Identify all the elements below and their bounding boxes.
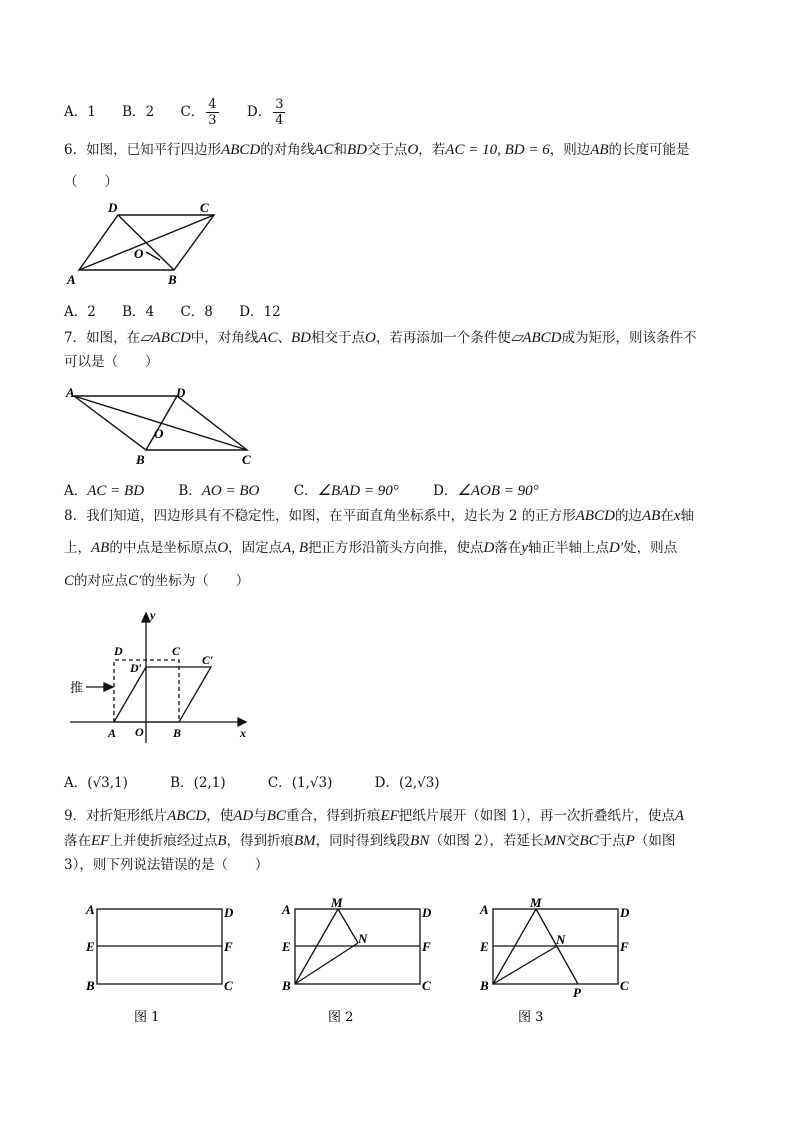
q6-stem: 6．如图，已知平行四边形ABCD的对角线AC和BD交于点O，若AC = 10, BD = 6，则边AB的长度可能是	[64, 142, 690, 158]
q8-label-a: A	[108, 726, 117, 740]
q6-diagonal-bd	[118, 215, 174, 270]
q9-figure-1	[80, 895, 250, 1030]
q9-fig3-label-n: N	[556, 932, 566, 947]
q6-label-o: O	[134, 246, 144, 261]
q8-y-arrow-icon	[142, 613, 150, 622]
q9-fig1-label-f: F	[224, 939, 233, 954]
q8-label-y: y	[150, 608, 156, 622]
q5-options	[64, 97, 287, 128]
q8-option-c[interactable]: C．(1,√3)	[267, 775, 333, 791]
q8-x-arrow-icon	[238, 718, 246, 726]
q9-fig3-label-p: P	[573, 985, 581, 1000]
q7-diagonal-bd	[146, 396, 177, 450]
q9-fig3-label-d: D	[620, 905, 630, 920]
q7-option-a[interactable]: A．AC = BD	[64, 483, 145, 499]
q8-stem-line1: 8．我们知道，四边形具有不稳定性，如图，在平面直角坐标系中，边长为 2 的正方形ABCD的边AB在x轴	[64, 508, 694, 524]
q8-stem-line3: C的对应点C′的坐标为（ ）	[64, 573, 250, 589]
q6-label-a: A	[67, 272, 76, 287]
q9-fig1-label-a: A	[86, 902, 95, 917]
q9-fig2-segment-mn	[338, 909, 358, 943]
q7-option-b[interactable]: B．AO = BO	[178, 483, 260, 499]
q6-option-c[interactable]: C．8	[180, 304, 213, 320]
q6-label-d: D	[108, 200, 118, 215]
q7-diagonal-ac	[74, 396, 247, 450]
fraction-4-3: $\frac{4}{3}$	[208, 97, 217, 128]
q8-label-c-prime: C′	[202, 653, 214, 667]
q6-option-b[interactable]: B．4	[122, 304, 155, 320]
q9-fig1-label-d: D	[224, 905, 234, 920]
q5-option-d[interactable]: D． $\frac{3}{4}$	[246, 97, 284, 128]
q9-fig3-label-c: C	[620, 978, 629, 993]
q9-fig2-label-b: B	[282, 978, 291, 993]
q8-stem-line2: 上，AB的中点是坐标原点O，固定点A, B把正方形沿箭头方向推，使点D落在y轴正半轴上点D′处，则点	[64, 540, 678, 556]
q7-options	[64, 481, 539, 501]
q7-stem-line2: 可以是（ ）	[64, 354, 159, 370]
q7-label-c: C	[242, 452, 251, 467]
q9-figure-3	[476, 895, 646, 1030]
q5-option-b[interactable]: B．2	[122, 104, 155, 120]
q8-label-d-prime: D′	[130, 661, 143, 675]
q9-fig2-label-c: C	[422, 978, 431, 993]
q9-fig2-segment-bn	[295, 943, 358, 984]
fraction-3-4: $\frac{3}{4}$	[275, 97, 284, 128]
q9-fig3-caption: 图 3	[518, 1010, 544, 1025]
q9-fig1-caption: 图 1	[134, 1010, 160, 1025]
q9-fig3-label-b: B	[480, 978, 489, 993]
q7-option-c[interactable]: C．∠BAD = 90°	[293, 483, 399, 499]
q7-option-d[interactable]: D．∠AOB = 90°	[433, 483, 539, 499]
q6-label-c: C	[200, 200, 209, 215]
q7-figure	[64, 385, 264, 467]
q8-figure	[64, 605, 264, 745]
q9-fig1-label-e: E	[86, 939, 95, 954]
q9-fig3-label-e: E	[480, 939, 489, 954]
q6-figure	[64, 200, 234, 292]
q9-stem-line3: 3），则下列说法错误的是（ ）	[64, 857, 269, 873]
q9-fig2-label-f: F	[422, 939, 431, 954]
q8-label-c: C	[172, 644, 181, 658]
q8-label-x: x	[240, 726, 246, 740]
q9-fig2-label-a: A	[282, 902, 291, 917]
q9-fig3-segment-bn	[493, 946, 557, 984]
q7-label-o: O	[154, 426, 164, 441]
q9-figure-2	[278, 895, 448, 1030]
q8-options	[64, 773, 440, 793]
q7-label-b: B	[136, 452, 145, 467]
q8-push-arrow-icon	[104, 683, 113, 691]
q8-pushed-parallelogram	[114, 667, 211, 722]
q7-label-a: A	[66, 385, 75, 400]
q9-fig1-label-b: B	[86, 978, 95, 993]
q7-label-d: D	[176, 385, 186, 400]
q9-fig1-label-c: C	[224, 978, 233, 993]
q6-label-b: B	[168, 272, 177, 287]
q9-stem-line2: 落在EF上并使折痕经过点B，得到折痕BM，同时得到线段BN（如图 2），若延长MN交BC于点P（如图	[64, 833, 676, 849]
q9-fig3-label-m: M	[530, 895, 542, 910]
q8-label-d: D	[114, 644, 123, 658]
q5-option-a[interactable]: A．1	[64, 104, 96, 120]
q9-fig2-label-e: E	[282, 939, 291, 954]
q8-label-b: B	[173, 726, 182, 740]
q8-option-a[interactable]: A．(√3,1)	[64, 775, 128, 791]
q9-fig3-label-f: F	[620, 939, 629, 954]
q6-blank: （ ）	[64, 174, 118, 190]
q8-option-b[interactable]: B．(2,1)	[170, 775, 226, 791]
q9-fig2-label-n: N	[358, 931, 368, 946]
q6-option-a[interactable]: A．2	[64, 304, 96, 320]
q8-option-d[interactable]: D．(2,√3)	[374, 775, 440, 791]
q7-stem-line1: 7．如图，在▱ABCD中，对角线AC、BD相交于点O，若再添加一个条件使▱ABCD成为矩形，则该条件不	[64, 330, 697, 346]
q5-option-c[interactable]: C． $\frac{4}{3}$	[180, 97, 217, 128]
q6-options	[64, 302, 281, 322]
q9-fig3-label-a: A	[480, 902, 489, 917]
q6-arrow-mark	[146, 252, 160, 260]
q8-label-o: O	[135, 725, 144, 739]
q9-fig2-caption: 图 2	[328, 1010, 354, 1025]
q6-option-d[interactable]: D．12	[239, 304, 281, 320]
q9-stem-line1: 9．对折矩形纸片ABCD，使AD与BC重合，得到折痕EF把纸片展开（如图 1），再一次折叠纸片，使点A	[64, 808, 685, 824]
q9-fig2-label-d: D	[422, 905, 432, 920]
q9-fig2-label-m: M	[331, 895, 343, 910]
q8-label-push: 推	[70, 681, 84, 696]
